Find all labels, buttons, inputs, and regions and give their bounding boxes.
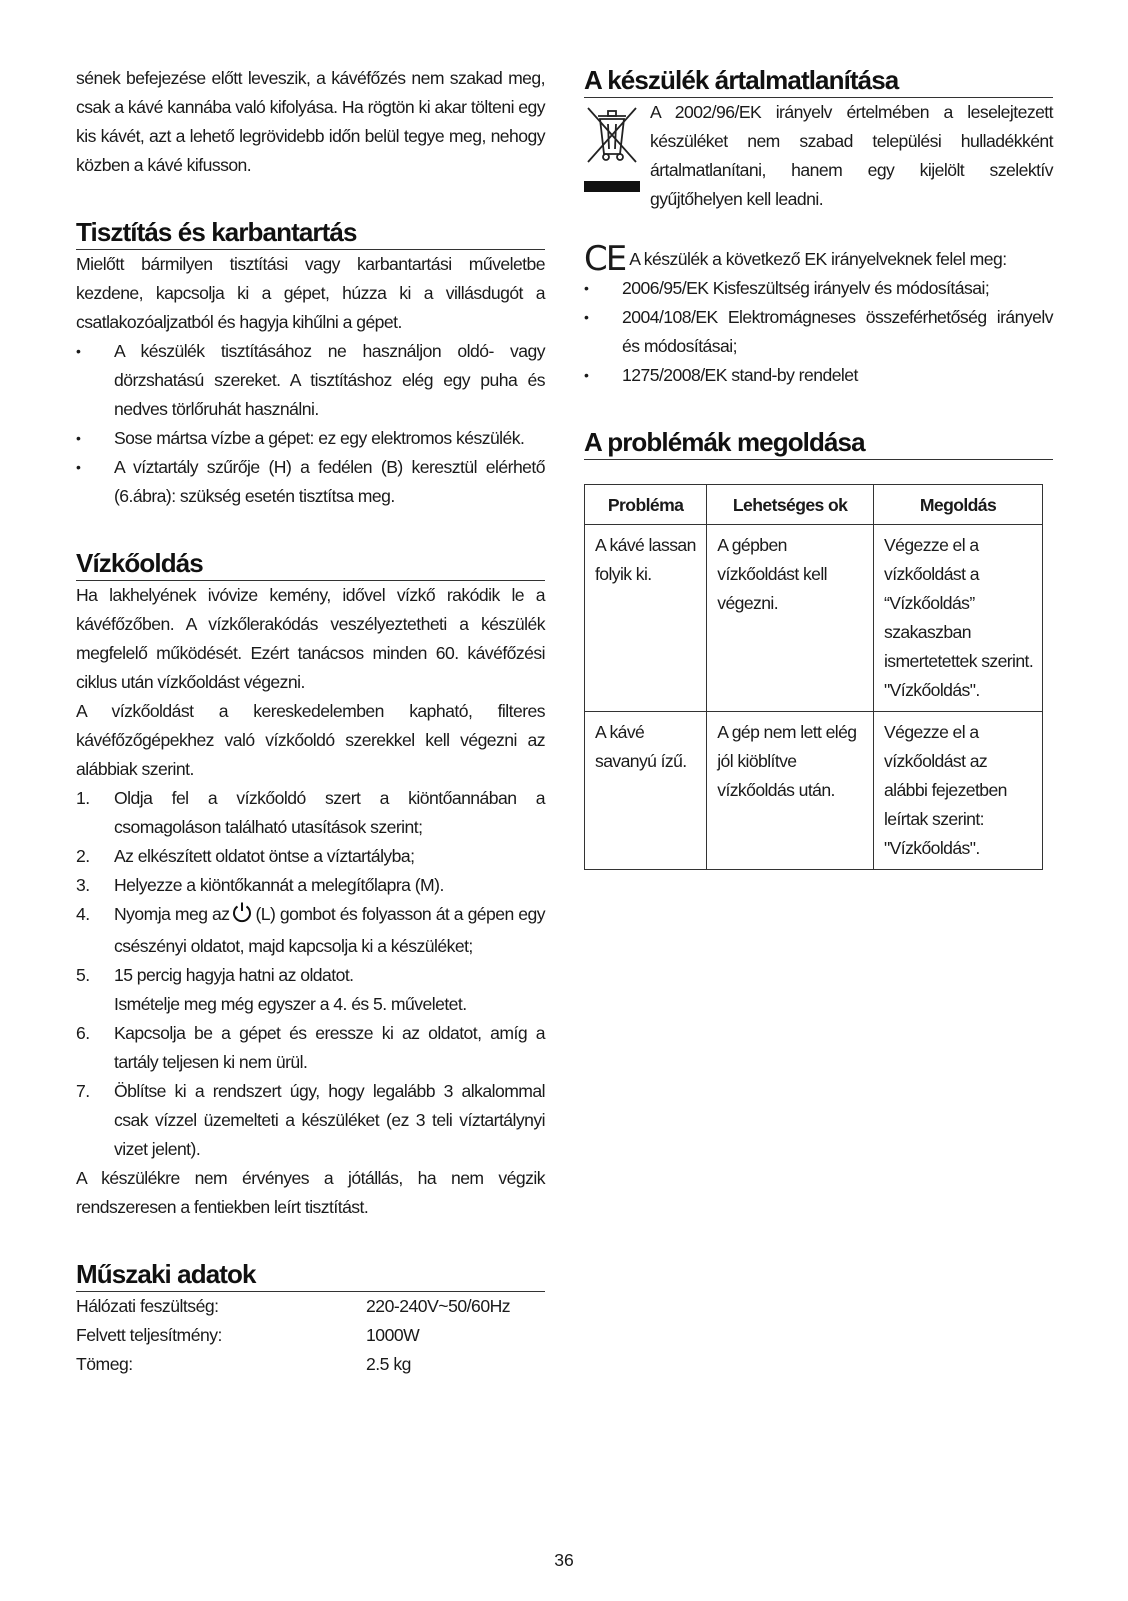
list-item: 5. 15 percig hagyja hatni az oldatot. Ismételje meg még egyszer a 4. és 5. műveletet. (76, 965, 467, 1014)
crossed-bin-icon (584, 104, 644, 192)
column-header: Megoldás (874, 485, 1043, 525)
disposal-block (584, 98, 1053, 214)
list-item: 2. Az elkészített oldatot öntse a víztartályba; (76, 846, 415, 866)
power-icon (231, 901, 253, 932)
spec-row: Tömeg: 2.5 kg (76, 1354, 411, 1374)
spec-row: Felvett teljesítmény: 1000W (76, 1325, 420, 1345)
ce-list (584, 274, 1053, 390)
page-number: 36 (554, 1550, 574, 1570)
disposal-heading: A készülék ártalmatlanítása (584, 64, 1053, 98)
ce-mark-icon: CE (584, 239, 626, 279)
descaling-paragraph-2: A vízkőoldást a kereskedelemben kapható, filteres kávéfőzőgépekhez való vízkőoldó szerekkel kell végezni az alábbiak szerint. (76, 701, 545, 779)
list-item: 1. Oldja fel a vízkőoldó szert a kiöntőannában a csomagoláson található utasítások szerint; (76, 788, 545, 837)
column-header: Lehetséges ok (707, 485, 874, 525)
descaling-paragraph-1: Ha lakhelyének ivóvize kemény, idővel vízkő rakódik le a kávéfőzőben. A vízkőlerakódás veszélyeztetheti a készülék megfelelő működését. Ezért tanácsos minden 60. kávéfőzési ciklus után vízkőoldást végezni. (76, 585, 545, 692)
problem-cell: A kávé savanyú ízű. (585, 712, 707, 870)
table-row (585, 525, 1043, 712)
list-item: • A víztartály szűrője (H) a fedélen (B) keresztül elérhető (6.ábra): szükség esetén tisztítsa meg. (76, 457, 545, 506)
ce-intro: A készülék a következő EK irányelveknek felel meg: (629, 249, 1007, 269)
cleaning-intro: Mielőtt bármilyen tisztítási vagy karbantartási műveletbe kezdene, kapcsolja ki a gépet, húzza ki a villásdugót a csatlakozóaljzatból és hagyja kihűlni a gépet. (76, 254, 545, 332)
intro-paragraph: sének befejezése előtt leveszik, a kávéfőzés nem szakad meg, csak a kávé kannába való kifolyása. Ha rögtön ki akar tölteni egy kis kávét, azt a lehető legrövidebb időn belül tegye meg, nehogy közben a kávé kifusson. (76, 68, 545, 175)
column-header: Probléma (585, 485, 707, 525)
table-row (585, 712, 1043, 870)
cause-cell: A gép nem lett elég jól kiöblítve vízkőoldás után. (707, 712, 874, 870)
specs-heading: Műszaki adatok (76, 1258, 545, 1292)
ce-block (584, 239, 1053, 279)
right-column (584, 64, 1053, 870)
list-item: • 2006/95/EK Kisfeszültség irányelv és módosításai; (584, 278, 990, 298)
cleaning-bullets (76, 337, 545, 511)
list-item: • 2004/108/EK Elektromágneses összeférhetőség irányelv és módosításai; (584, 307, 1053, 356)
descaling-heading: Vízkőoldás (76, 547, 545, 581)
troubleshooting-table (584, 484, 1043, 870)
list-item: • 1275/2008/EK stand-by rendelet (584, 365, 858, 385)
warranty-note: A készülékre nem érvényes a jótállás, ha nem végzik rendszeresen a fentiekben leírt tisztítást. (76, 1168, 545, 1217)
list-item: • A készülék tisztításához ne használjon oldó- vagy dörzshatású szereket. A tisztításhoz elég egy puha és nedves törlőruhát használni. (76, 341, 545, 419)
list-item: 4. Nyomja meg az (L) gombot és folyasson át a gépen egy csészényi oldatot, majd kapcsolja ki a készüléket; (76, 900, 545, 961)
table-header-row (585, 485, 1043, 525)
descaling-steps (76, 784, 545, 1164)
spec-row: Hálózati feszültség: 220-240V~50/60Hz (76, 1296, 511, 1316)
specs-table (76, 1292, 545, 1379)
cause-cell: A gépben vízkőoldást kell végezni. (707, 525, 874, 712)
list-item: 6. Kapcsolja be a gépet és eressze ki az oldatot, amíg a tartály teljesen ki nem ürül. (76, 1023, 545, 1072)
disposal-text: A 2002/96/EK irányelv értelmében a leselejtezett készüléket nem szabad települési hulladékként ártalmatlanítani, hanem egy kijelölt szelektív gyűjtőhelyen kell leadni. (650, 102, 1053, 209)
problems-heading: A problémák megoldása (584, 426, 1053, 460)
problem-cell: A kávé lassan folyik ki. (585, 525, 707, 712)
solution-cell: Végezze el a vízkőoldást az alábbi fejezetben leírtak szerint: "Vízkőoldás". (874, 712, 1043, 870)
list-item: 7. Öblítse ki a rendszert úgy, hogy legalább 3 alkalommal csak vízzel üzemelteti a készüléket (ez 3 teli víztartálynyi vizet jelent). (76, 1081, 545, 1159)
list-item: 3. Helyezze a kiöntőkannát a melegítőlapra (M). (76, 875, 444, 895)
left-column (76, 64, 545, 1379)
cleaning-heading: Tisztítás és karbantartás (76, 216, 545, 250)
solution-cell: Végezze el a vízkőoldást a “Vízkőoldás” szakaszban ismertetettek szerint. "Vízkőoldás". (874, 525, 1043, 712)
list-item: • Sose mártsa vízbe a gépet: ez egy elektromos készülék. (76, 428, 525, 448)
